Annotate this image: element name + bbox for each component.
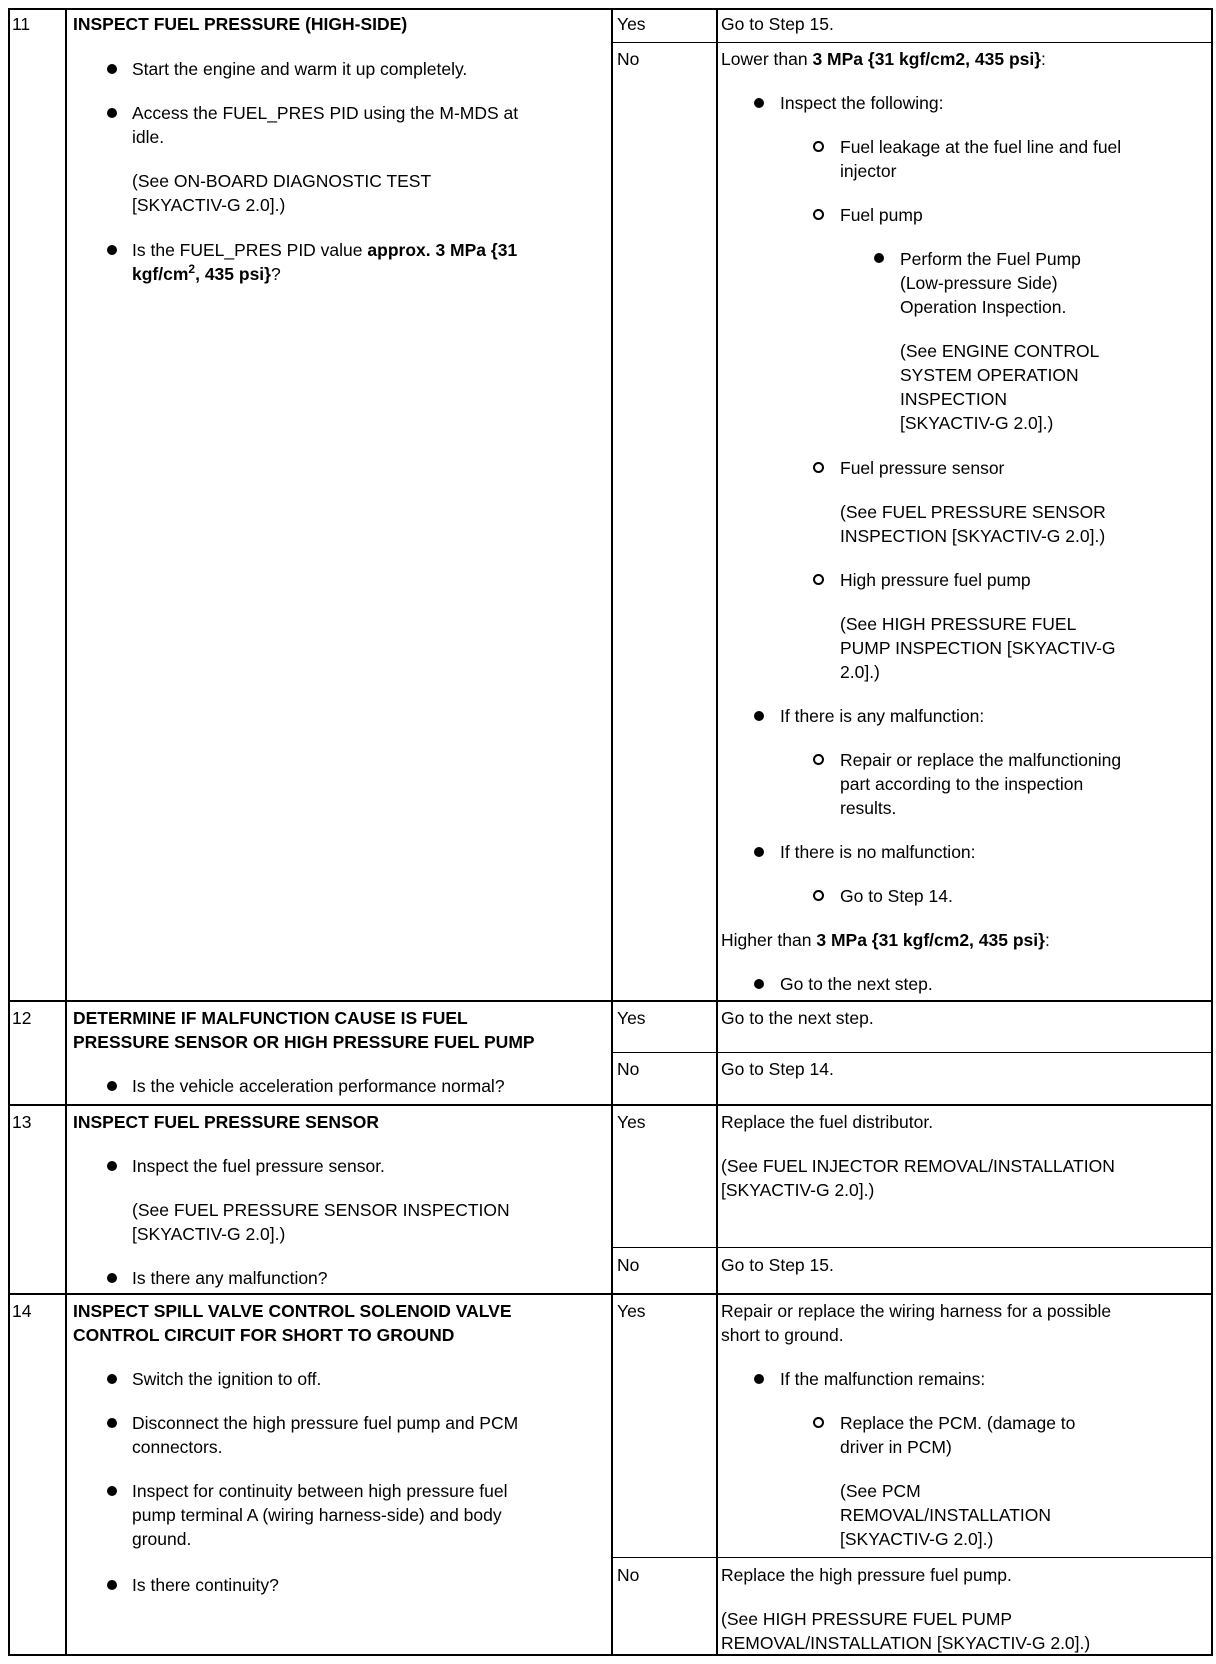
reference-text: (See HIGH PRESSURE FUEL <box>840 614 1077 634</box>
circle-bullet <box>813 574 824 585</box>
circle-bullet <box>813 209 824 220</box>
step-instruction: Disconnect the high pressure fuel pump and PCM <box>132 1413 519 1433</box>
bullet <box>754 1374 764 1384</box>
step-number: 11 <box>12 14 31 34</box>
no-label: No <box>617 1059 640 1079</box>
yes-label: Yes <box>617 14 646 34</box>
step-instruction: pump terminal A (wiring harness-side) and body <box>132 1505 502 1525</box>
circle-bullet <box>813 754 824 765</box>
yes-label: Yes <box>617 1112 646 1132</box>
bullet <box>107 108 117 118</box>
step-title: PRESSURE SENSOR OR HIGH PRESSURE FUEL PUMP <box>73 1032 535 1052</box>
step-number: 12 <box>12 1008 32 1028</box>
result-text: driver in PCM) <box>840 1437 952 1457</box>
reference-text: (See HIGH PRESSURE FUEL PUMP <box>721 1609 1013 1629</box>
result-text: Operation Inspection. <box>900 297 1067 317</box>
bullet <box>107 1418 117 1428</box>
row-divider-14 <box>8 1293 1213 1295</box>
result-text: If there is no malfunction: <box>780 842 976 862</box>
step-title: INSPECT FUEL PRESSURE (HIGH-SIDE) <box>73 14 408 34</box>
step-number: 13 <box>12 1112 32 1132</box>
yes-no-divider-14 <box>611 1557 1213 1558</box>
higher-condition: Higher than 3 MPa {31 kgf/cm2, 435 psi}: <box>721 930 1050 950</box>
no-action: Go to Step 15. <box>721 1255 834 1275</box>
step-question: Is the vehicle acceleration performance normal? <box>132 1076 505 1096</box>
yes-action: Repair or replace the wiring harness for a possible <box>721 1301 1112 1321</box>
bullet <box>107 1486 117 1496</box>
yes-no-divider-11 <box>611 42 1213 43</box>
result-text: Inspect the following: <box>780 93 944 113</box>
step-number: 14 <box>12 1301 32 1321</box>
yes-action: Go to the next step. <box>721 1008 874 1028</box>
no-label: No <box>617 1255 640 1275</box>
result-text: Repair or replace the malfunctioning <box>840 750 1122 770</box>
result-text: (Low-pressure Side) <box>900 273 1058 293</box>
reference-text: 2.0].) <box>840 662 880 682</box>
step-instruction: Switch the ignition to off. <box>132 1369 322 1389</box>
step-instruction: idle. <box>132 127 165 147</box>
yes-action: short to ground. <box>721 1325 844 1345</box>
bullet <box>754 98 764 108</box>
reference-text: SYSTEM OPERATION <box>900 365 1079 385</box>
result-text: Go to Step 14. <box>840 886 953 906</box>
reference-text: [SKYACTIV-G 2.0].) <box>840 1529 994 1549</box>
reference-text: [SKYACTIV-G 2.0].) <box>132 1224 286 1244</box>
result-text: Replace the PCM. (damage to <box>840 1413 1076 1433</box>
result-text: injector <box>840 161 897 181</box>
bullet <box>754 847 764 857</box>
yes-no-divider-12 <box>611 1052 1213 1053</box>
yes-action: Go to Step 15. <box>721 14 834 34</box>
circle-bullet <box>813 890 824 901</box>
step-instruction: Inspect for continuity between high pressure fuel <box>132 1481 508 1501</box>
circle-bullet <box>813 141 824 152</box>
no-action: Replace the high pressure fuel pump. <box>721 1565 1012 1585</box>
circle-bullet <box>813 1417 824 1428</box>
bullet <box>107 1374 117 1384</box>
reference-text: [SKYACTIV-G 2.0].) <box>132 195 286 215</box>
result-text: results. <box>840 798 897 818</box>
row-divider-13 <box>8 1104 1213 1106</box>
bullet <box>107 64 117 74</box>
bullet <box>107 1580 117 1590</box>
bullet <box>107 1161 117 1171</box>
reference-text: (See FUEL PRESSURE SENSOR <box>840 502 1106 522</box>
step-instruction: Access the FUEL_PRES PID using the M-MDS at <box>132 103 519 123</box>
yes-label: Yes <box>617 1008 646 1028</box>
no-label: No <box>617 49 640 69</box>
result-text: Fuel pressure sensor <box>840 458 1005 478</box>
bullet <box>107 1273 117 1283</box>
step-question: Is the FUEL_PRES PID value approx. 3 MPa {31 <box>132 240 518 260</box>
step-title: INSPECT SPILL VALVE CONTROL SOLENOID VALVE <box>73 1301 512 1321</box>
step-instruction: ground. <box>132 1529 192 1549</box>
result-text: Go to the next step. <box>780 974 933 994</box>
lower-condition: Lower than 3 MPa {31 kgf/cm2, 435 psi}: <box>721 49 1046 69</box>
reference-text: (See ENGINE CONTROL <box>900 341 1100 361</box>
yes-label: Yes <box>617 1301 646 1321</box>
reference-text: REMOVAL/INSTALLATION <box>840 1505 1052 1525</box>
step-instruction: Start the engine and warm it up completely. <box>132 59 468 79</box>
bullet <box>107 1081 117 1091</box>
reference-text: INSPECTION [SKYACTIV-G 2.0].) <box>840 526 1106 546</box>
result-text: If the malfunction remains: <box>780 1369 986 1389</box>
result-text: High pressure fuel pump <box>840 570 1031 590</box>
col-divider-step <box>65 8 67 1656</box>
step-instruction: Inspect the fuel pressure sensor. <box>132 1156 385 1176</box>
result-text: If there is any malfunction: <box>780 706 985 726</box>
reference-text: (See PCM <box>840 1481 921 1501</box>
yes-action: Replace the fuel distributor. <box>721 1112 934 1132</box>
step-title: INSPECT FUEL PRESSURE SENSOR <box>73 1112 379 1132</box>
reference-text: [SKYACTIV-G 2.0].) <box>721 1180 875 1200</box>
result-text: Fuel pump <box>840 205 923 225</box>
step-instruction: connectors. <box>132 1437 223 1457</box>
step-question: Is there continuity? <box>132 1575 279 1595</box>
result-text: Perform the Fuel Pump <box>900 249 1081 269</box>
step-question: kgf/$cm^2$, 435 psi}? <box>132 262 281 284</box>
bullet <box>874 253 884 263</box>
result-text: Fuel leakage at the fuel line and fuel <box>840 137 1122 157</box>
row-divider-12 <box>8 1000 1213 1002</box>
bullet <box>754 711 764 721</box>
bullet <box>107 245 117 255</box>
reference-text: (See ON-BOARD DIAGNOSTIC TEST <box>132 171 432 191</box>
reference-text: (See FUEL INJECTOR REMOVAL/INSTALLATION <box>721 1156 1115 1176</box>
yes-no-divider-13 <box>611 1247 1213 1248</box>
step-title: CONTROL CIRCUIT FOR SHORT TO GROUND <box>73 1325 455 1345</box>
step-title: DETERMINE IF MALFUNCTION CAUSE IS FUEL <box>73 1008 468 1028</box>
reference-text: [SKYACTIV-G 2.0].) <box>900 413 1054 433</box>
bullet <box>754 979 764 989</box>
no-label: No <box>617 1565 640 1585</box>
result-text: part according to the inspection <box>840 774 1084 794</box>
reference-text: PUMP INSPECTION [SKYACTIV-G <box>840 638 1116 658</box>
reference-text: REMOVAL/INSTALLATION [SKYACTIV-G 2.0].) <box>721 1633 1091 1653</box>
col-divider-result <box>716 8 718 1656</box>
no-action: Go to Step 14. <box>721 1059 834 1079</box>
reference-text: INSPECTION <box>900 389 1007 409</box>
step-question: Is there any malfunction? <box>132 1268 328 1288</box>
col-divider-action <box>611 8 613 1656</box>
reference-text: (See FUEL PRESSURE SENSOR INSPECTION <box>132 1200 510 1220</box>
circle-bullet <box>813 462 824 473</box>
